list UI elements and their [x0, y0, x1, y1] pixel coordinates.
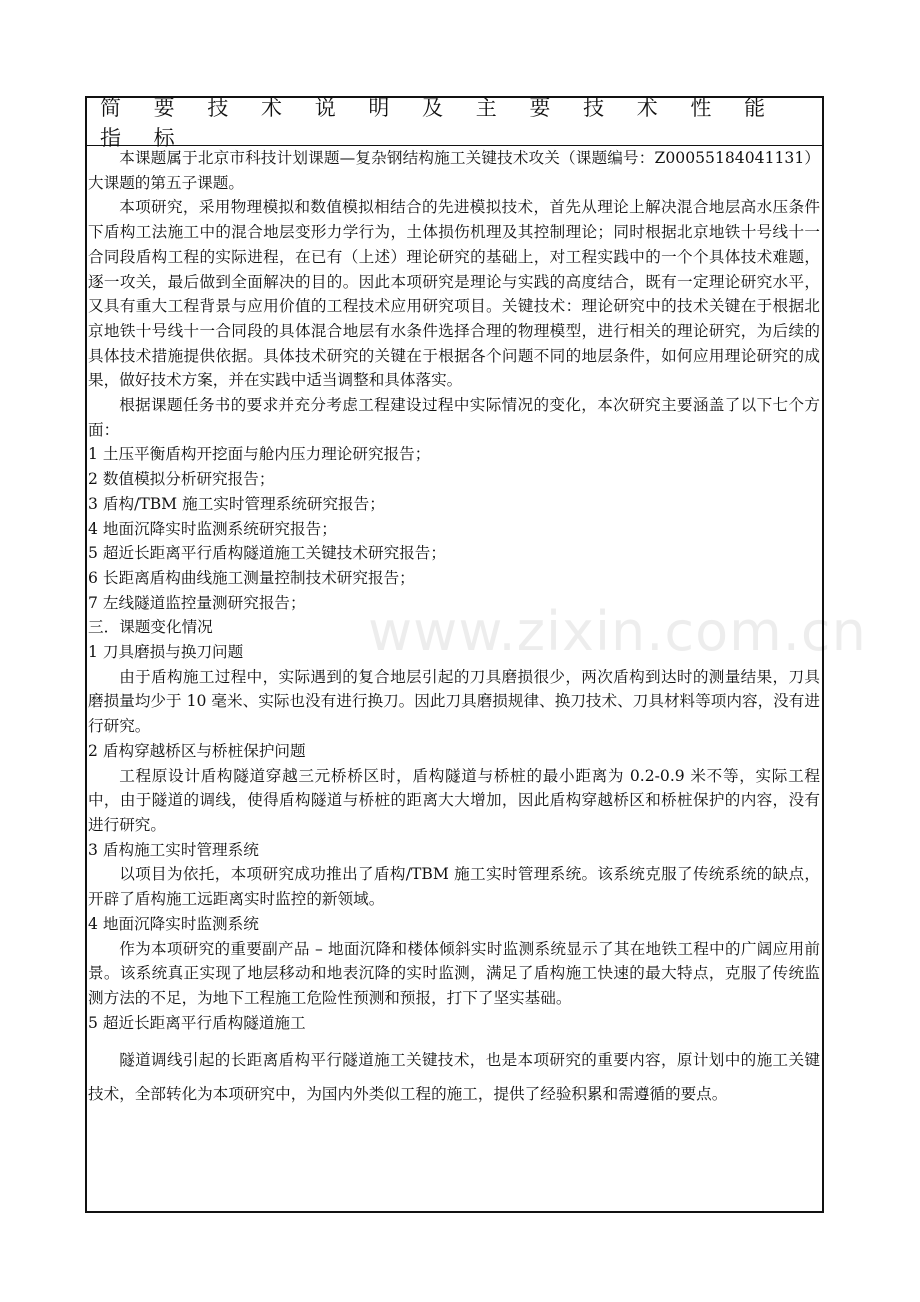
list-item: 6 长距离盾构曲线施工测量控制技术研究报告； — [88, 568, 415, 587]
item-heading: 4 地面沉降实时监测系统 — [88, 914, 259, 933]
item-text: 以项目为依托，本项研究成功推出了盾构/TBM 施工实时管理系统。该系统克服了传统系统的缺点，开辟了盾构施工远距离实时监控的新领域。 — [88, 865, 820, 909]
item-heading: 1 刀具磨损与换刀问题 — [88, 643, 244, 662]
document-frame — [85, 96, 824, 1213]
list-item: 2 数值模拟分析研究报告； — [88, 470, 275, 489]
watermark: www.zixin.com.cn — [368, 600, 867, 663]
item-text: 由于盾构施工过程中，实际遇到的复合地层引起的刀具磨损很少，两次盾构到达时的测量结果，刀具磨损量均少于 10 毫米、实际也没有进行换刀。因此刀具磨损规律、换刀技术、刀具材料等项内容，没有进行研究。 — [88, 667, 820, 736]
item-text: 作为本项研究的重要副产品 – 地面沉降和楼体倾斜实时监测系统显示了其在地铁工程中的广阔应用前景。该系统真正实现了地层移动和地表沉降的实时监测，满足了盾构施工快速的最大特点，克服了传统监测方法的不足，为地下工程施工危险性预测和预报，打下了坚实基础。 — [88, 939, 820, 1007]
scope-paragraph: 根据课题任务书的要求并充分考虑工程建设过程中实际情况的变化，本次研究主要涵盖了以下七个方面： — [88, 396, 820, 439]
intro-paragraph: 本课题属于北京市科技计划课题—复杂钢结构施工关键技术攻关（课题编号：Z00055184041131）大课题的第五子课题。 — [88, 149, 820, 192]
list-item: 4 地面沉降实时监测系统研究报告； — [88, 519, 337, 538]
item-text: 工程原设计盾构隧道穿越三元桥桥区时，盾构隧道与桥桩的最小距离为 0.2-0.9 米不等，实际工程中，由于隧道的调线，使得盾构隧道与桥桩的距离大大增加，因此盾构穿越桥区和桥桩保护的内容，没有进行研究。 — [88, 766, 820, 834]
item-heading: 5 超近长距离平行盾构隧道施工 — [88, 1013, 306, 1032]
document-title: 简 要 技 术 说 明 及 主 要 技 术 性 能 指 标 — [87, 98, 822, 146]
research-description-paragraph: 本项研究，采用物理模拟和数值模拟相结合的先进模拟技术，首先从理论上解决混合地层高水压条件下盾构工法施工中的混合地层变形力学行为，土体损伤机理及其控制理论；同时根据北京地铁十号线十一合同段盾构工程的实际进程，在已有（上述）理论研究的基础上，对工程实践中的一个个具体技术难题，逐一攻关，最后做到全面解决的目的。因此本项研究是理论与实践的高度结合，既有一定理论研究水平，又具有重大工程背景与应用价值的工程技术应用研究项目。关键技术：理论研究中的技术关键在于根据北京地铁十号线十一合同段的具体混合地层有水条件选择合理的物理模型，进行相关的理论研究，为后续的具体技术措施提供依据。具体技术研究的关键在于根据各个问题不同的地层条件，如何应用理论研究的成果，做好技术方案，并在实践中适当调整和具体落实。 — [88, 198, 820, 390]
list-item: 1 土压平衡盾构开挖面与舱内压力理论研究报告； — [88, 445, 431, 464]
list-item: 3 盾构/TBM 施工实时管理系统研究报告； — [88, 494, 385, 513]
item-heading: 3 盾构施工实时管理系统 — [88, 840, 259, 859]
list-item: 7 左线隧道监控量测研究报告； — [88, 593, 306, 612]
item-heading: 2 盾构穿越桥区与桥桩保护问题 — [88, 741, 306, 760]
document-body — [87, 146, 822, 1111]
item-text: 隧道调线引起的长距离盾构平行隧道施工关键技术，也是本项研究的重要内容，原计划中的施工关键技术，全部转化为本项研究中，为国内外类似工程的施工，提供了经验积累和需遵循的要点。 — [88, 1051, 820, 1104]
list-item: 5 超近长距离平行盾构隧道施工关键技术研究报告； — [88, 544, 446, 563]
section-heading: 三．课题变化情况 — [88, 618, 213, 637]
